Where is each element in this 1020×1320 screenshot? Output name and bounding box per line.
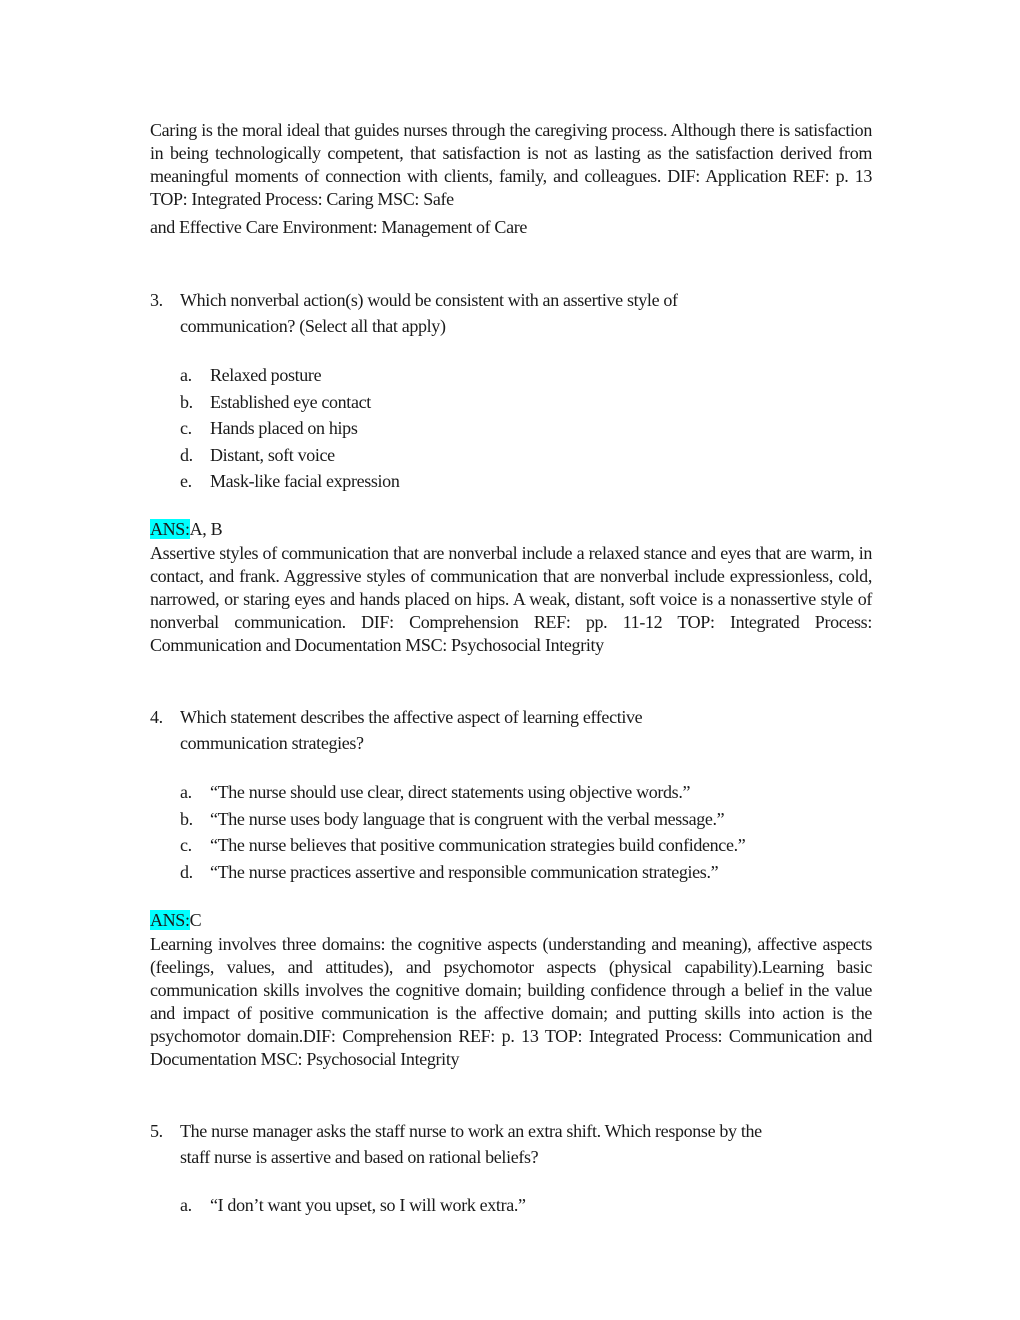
option-a (180, 779, 870, 806)
option-text: “I don’t want you upset, so I will work extra.” (210, 1195, 526, 1215)
answer-label: ANS: (150, 910, 190, 930)
answer-value: A, B (189, 519, 223, 539)
answer-key-3 (150, 518, 872, 541)
question-4 (150, 704, 840, 756)
question-stem-line-1: Which statement describes the affective aspect of learning effective (180, 707, 643, 727)
intro-rationale: Caring is the moral ideal that guides nurses through the caregiving process. Although there is satisfaction in being technologically competent, that satisfaction is not as lasting as the satisfaction derived from meaningful moments of connection with clients, family, and colleagues. DIF: Application REF: p. 13 TOP: Integrated Process: Caring MSC: Safe (150, 120, 872, 209)
answer-label: ANS: (150, 519, 190, 539)
option-letter: a. (180, 1195, 192, 1215)
option-letter: b. (180, 391, 193, 412)
question-3-options (180, 362, 870, 495)
option-letter: e. (180, 471, 192, 492)
option-e (180, 468, 870, 495)
option-letter: d. (180, 861, 193, 882)
question-5-options (180, 1192, 870, 1219)
option-d (180, 442, 870, 469)
question-stem-line-1: Which nonverbal action(s) would be consistent with an assertive style of (180, 290, 678, 310)
option-a (180, 1192, 870, 1219)
option-a (180, 362, 870, 389)
option-text: “The nurse believes that positive communication strategies build confidence.” (210, 835, 746, 856)
rationale-4: Learning involves three domains: the cognitive aspects (understanding and meaning), affective aspects (feelings, values, and attitudes), and psychomotor aspects (physical capability).Learning basic communication skills involves the cognitive domain; building confidence through a belief in the value and impact of positive communication is the affective domain; and putting skills into action is the psychomotor domain.DIF: Comprehension REF: p. 13 TOP: Integrated Process: Communication and Documentation MSC: Psychosocial Integrity (150, 934, 872, 1069)
question-stem-line-1: The nurse manager asks the staff nurse to work an extra shift. Which response by the (180, 1121, 762, 1141)
option-text: Established eye contact (210, 391, 371, 412)
option-text: Hands placed on hips (210, 418, 358, 439)
answer-key-4 (150, 909, 872, 932)
intro-rationale-continuation: and Effective Care Environment: Management of Care (150, 217, 528, 237)
option-b (180, 806, 870, 833)
question-4-options (180, 779, 870, 885)
question-stem-line-2: communication strategies? (180, 733, 364, 753)
option-text: Relaxed posture (210, 365, 322, 385)
option-letter: c. (180, 418, 192, 439)
option-text: Mask-like facial expression (210, 471, 400, 492)
answer-value: C (189, 910, 202, 930)
question-3 (150, 287, 840, 339)
option-letter: b. (180, 808, 193, 829)
option-text: Distant, soft voice (210, 444, 335, 465)
option-text: “The nurse uses body language that is congruent with the verbal message.” (210, 808, 725, 829)
question-number: 5. (150, 1121, 163, 1141)
option-text: “The nurse practices assertive and responsible communication strategies.” (210, 861, 719, 882)
option-c (180, 415, 870, 442)
option-letter: d. (180, 444, 193, 465)
option-letter: c. (180, 835, 192, 856)
option-letter: a. (180, 782, 192, 802)
option-d (180, 859, 870, 886)
option-b (180, 389, 870, 416)
question-5 (150, 1118, 840, 1170)
option-c (180, 832, 870, 859)
option-letter: a. (180, 365, 192, 385)
option-text: “The nurse should use clear, direct statements using objective words.” (210, 782, 691, 802)
question-number: 4. (150, 707, 163, 727)
rationale-3: Assertive styles of communication that are nonverbal include a relaxed stance and eyes that are warm, in contact, and frank. Aggressive styles of communication that are nonverbal include expressionless, cold, narrowed, or staring eyes and hands placed on hips. A weak, distant, soft voice is a nonassertive style of nonverbal communication. DIF: Comprehension REF: pp. 11-12 TOP: Integrated Process: Communication and Documentation MSC: Psychosocial Integrity (150, 543, 872, 655)
question-stem-line-2: communication? (Select all that apply) (180, 316, 446, 336)
question-number: 3. (150, 290, 163, 310)
question-stem-line-2: staff nurse is assertive and based on rational beliefs? (180, 1147, 539, 1167)
